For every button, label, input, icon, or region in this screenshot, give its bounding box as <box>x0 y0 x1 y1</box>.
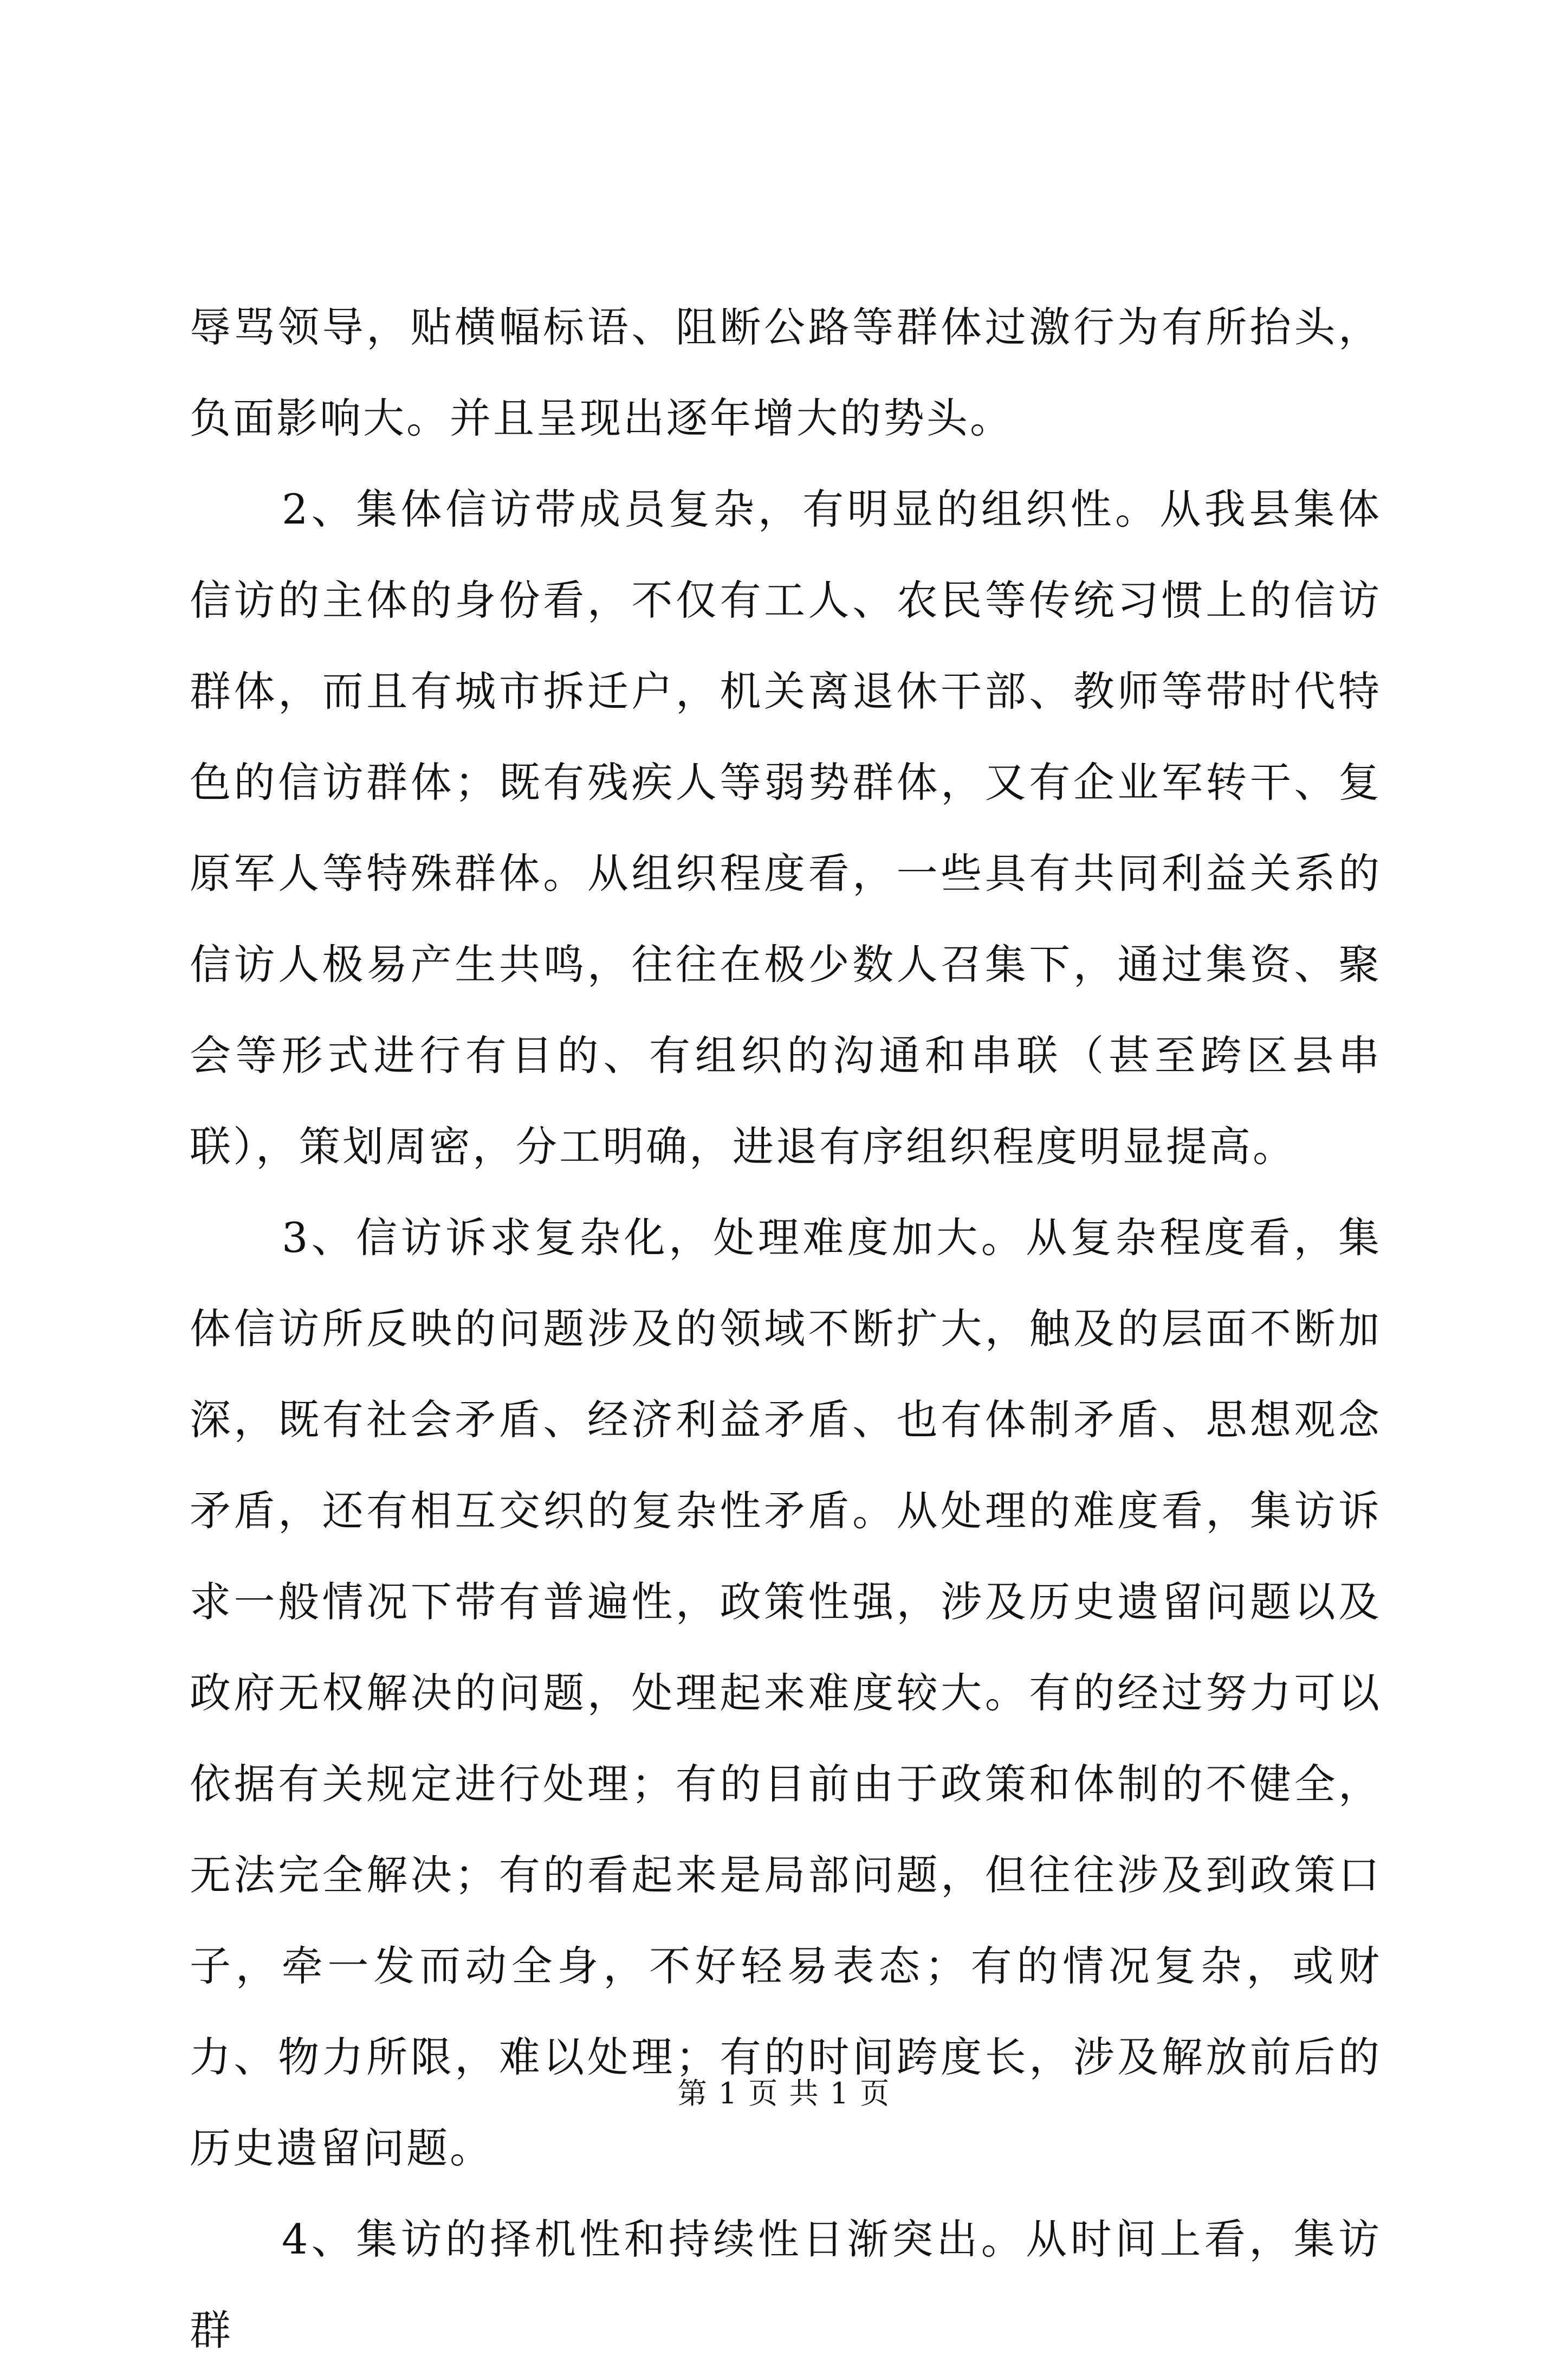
document-body <box>190 282 1382 2376</box>
page-number-footer: 第 1 页 共 1 页 <box>677 2076 891 2110</box>
paragraph-item-2: 2、集体信访带成员复杂，有明显的组织性。从我县集体信访的主体的身份看，不仅有工人、农民等传统习惯上的信访群体，而且有城市拆迁户，机关离退休干部、教师等带时代特色的信访群体；既有残疾人等弱势群体，又有企业军转干、复原军人等特殊群体。从组织程度看，一些具有共同利益关系的信访人极易产生共鸣，往往在极少数人召集下，通过集资、聚会等形式进行有目的、有组织的沟通和串联（甚至跨区县串联），策划周密，分工明确，进退有序组织程度明显提高。 <box>190 485 1382 1171</box>
paragraph-continuation: 辱骂领导，贴横幅标语、阻断公路等群体过激行为有所抬头，负面影响大。并且呈现出逐年增大的势头。 <box>190 303 1382 442</box>
paragraph-item-3: 3、信访诉求复杂化，处理难度加大。从复杂程度看，集体信访所反映的问题涉及的领域不断扩大，触及的层面不断加深，既有社会矛盾、经济利益矛盾、也有体制矛盾、思想观念矛盾，还有相互交织的复杂性矛盾。从处理的难度看，集访诉求一般情况下带有普遍性，政策性强，涉及历史遗留问题以及政府无权解决的问题，处理起来难度较大。有的经过努力可以依据有关规定进行处理；有的目前由于政策和体制的不健全，无法完全解决；有的看起来是局部问题，但往往涉及到政策口子，牵一发而动全身，不好轻易表态；有的情况复杂，或财力、物力所限，难以处理；有的时间跨度长，涉及解放前后的历史遗留问题。 <box>190 1213 1382 2172</box>
paragraph-item-4: 4、集访的择机性和持续性日渐突出。从时间上看，集访群 <box>190 2215 1382 2354</box>
